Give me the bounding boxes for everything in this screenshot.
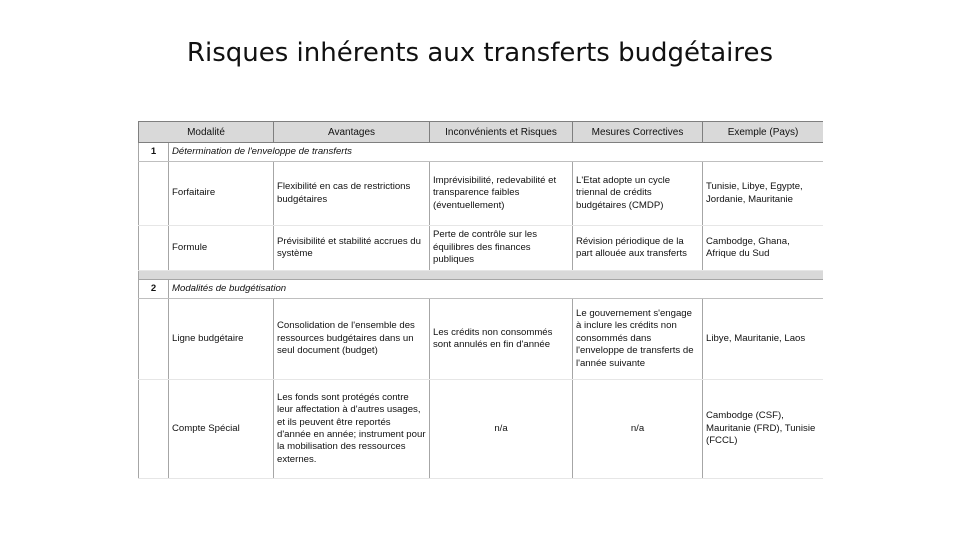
header-modalite: Modalité bbox=[139, 122, 274, 143]
cell-modalite: Ligne budgétaire bbox=[169, 299, 274, 380]
section-number: 1 bbox=[139, 143, 169, 162]
section-row bbox=[139, 280, 824, 299]
cell-inconvenients: Imprévisibilité, redevabilité et transparence faibles (éventuellement) bbox=[430, 162, 573, 226]
table-row bbox=[139, 162, 824, 226]
cell-exemple: Cambodge, Ghana, Afrique du Sud bbox=[703, 226, 824, 271]
header-avantages: Avantages bbox=[274, 122, 430, 143]
cell-avantages: Les fonds sont protégés contre leur affectation à d'autres usages, et ils peuvent être reportés d'année en année; instrument pour la mobilisation des ressources externes. bbox=[274, 380, 430, 479]
cell-mesures: Le gouvernement s'engage à inclure les crédits non consommés dans l'enveloppe de transferts de l'année suivante bbox=[573, 299, 703, 380]
table-row bbox=[139, 380, 824, 479]
header-inconvenients: Inconvénients et Risques bbox=[430, 122, 573, 143]
cell-mesures: n/a bbox=[573, 380, 703, 479]
risk-table-container bbox=[138, 121, 823, 485]
section-title: Modalités de budgétisation bbox=[169, 280, 824, 299]
cell-avantages: Flexibilité en cas de restrictions budgétaires bbox=[274, 162, 430, 226]
cell-inconvenients: Perte de contrôle sur les équilibres des finances publiques bbox=[430, 226, 573, 271]
cell-exemple: Libye, Mauritanie, Laos bbox=[703, 299, 824, 380]
cell-modalite: Forfaitaire bbox=[169, 162, 274, 226]
risk-table bbox=[138, 121, 823, 479]
cell-mesures: L'Etat adopte un cycle triennal de crédits budgétaires (CMDP) bbox=[573, 162, 703, 226]
cell-inconvenients: Les crédits non consommés sont annulés en fin d'année bbox=[430, 299, 573, 380]
table-row bbox=[139, 226, 824, 271]
page-title: Risques inhérents aux transferts budgétaires bbox=[186, 38, 774, 68]
cell-mesures: Révision périodique de la part allouée aux transferts bbox=[573, 226, 703, 271]
section-row bbox=[139, 143, 824, 162]
header-row bbox=[139, 122, 824, 143]
header-mesures: Mesures Correctives bbox=[573, 122, 703, 143]
cell-avantages: Prévisibilité et stabilité accrues du système bbox=[274, 226, 430, 271]
section-separator bbox=[139, 271, 824, 280]
cell-inconvenients: n/a bbox=[430, 380, 573, 479]
cell-modalite: Formule bbox=[169, 226, 274, 271]
section-title: Détermination de l'enveloppe de transferts bbox=[169, 143, 824, 162]
cell-exemple: Tunisie, Libye, Egypte, Jordanie, Mauritanie bbox=[703, 162, 824, 226]
header-exemple: Exemple (Pays) bbox=[703, 122, 824, 143]
table-row bbox=[139, 299, 824, 380]
cell-avantages: Consolidation de l'ensemble des ressources budgétaires dans un seul document (budget) bbox=[274, 299, 430, 380]
section-number: 2 bbox=[139, 280, 169, 299]
cell-modalite: Compte Spécial bbox=[169, 380, 274, 479]
cell-exemple: Cambodge (CSF), Mauritanie (FRD), Tunisie (FCCL) bbox=[703, 380, 824, 479]
